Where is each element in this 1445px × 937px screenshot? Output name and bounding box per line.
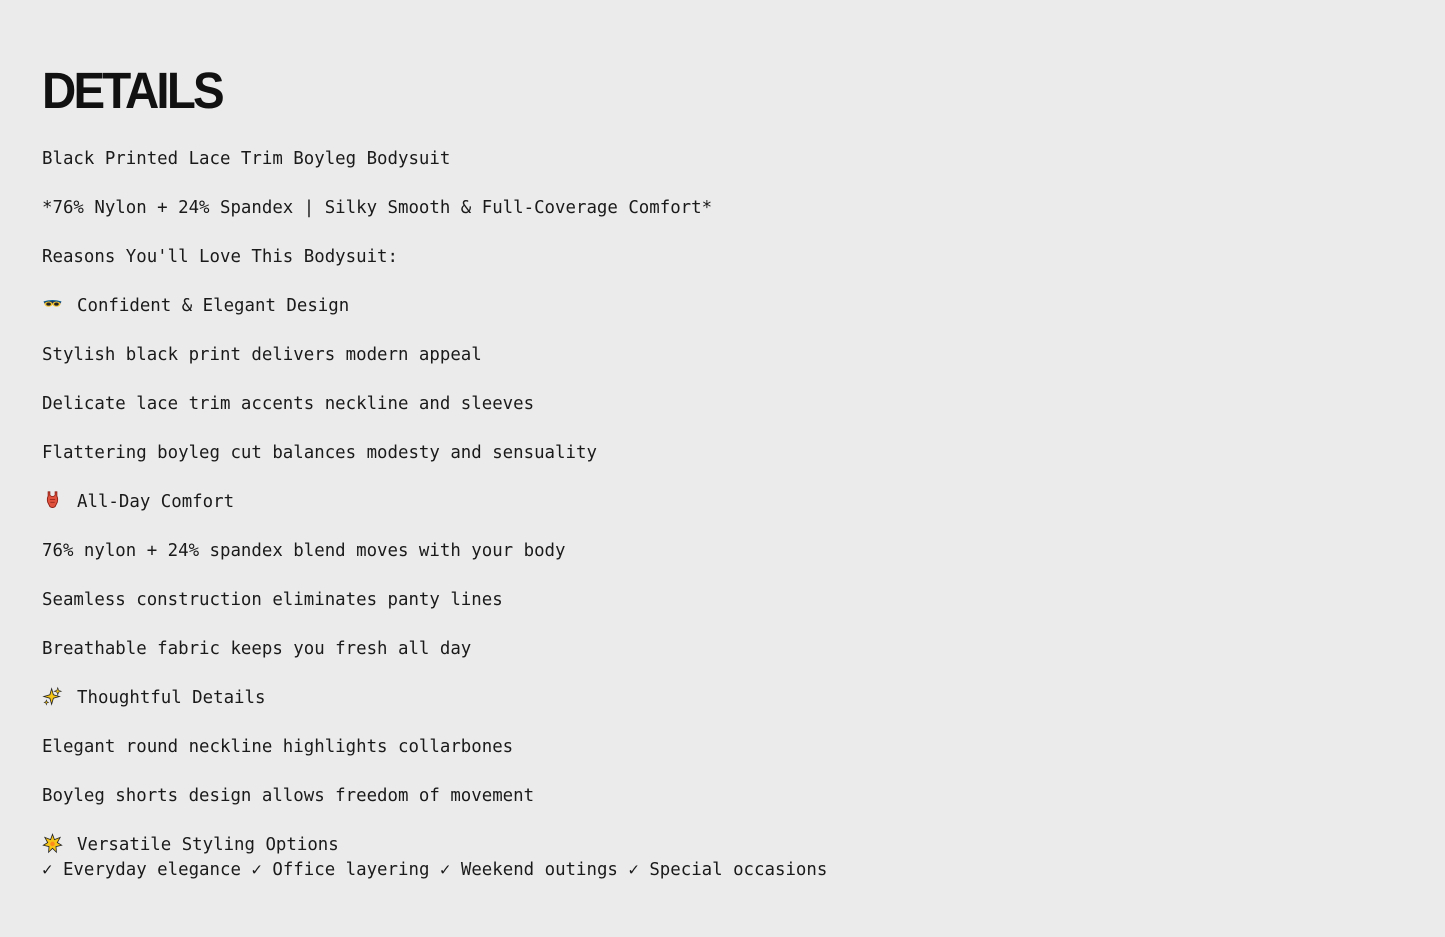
styling-option-special: ✓ Special occasions: [628, 860, 828, 880]
styling-option-office: ✓ Office layering: [251, 860, 430, 880]
styling-option-everyday: ✓ Everyday elegance: [42, 860, 241, 880]
design-point-3: Flattering boyleg cut balances modesty and sensuality: [42, 443, 597, 463]
sunglasses-emoji-icon: [42, 294, 63, 315]
sparkles-emoji-icon: [42, 686, 63, 707]
details-heading: DETAILS: [42, 62, 222, 119]
section-heading-details: [42, 686, 1402, 735]
styling-option-weekend: ✓ Weekend outings: [439, 860, 618, 880]
reasons-intro: Reasons You'll Love This Bodysuit:: [42, 247, 398, 267]
comfort-point-3: Breathable fabric keeps you fresh all day: [42, 639, 472, 659]
styling-options: [42, 858, 1402, 883]
section-heading-details-label: Thoughtful Details: [77, 688, 266, 708]
section-heading-design: [42, 294, 1402, 343]
section-heading-comfort-label: All-Day Comfort: [77, 492, 235, 512]
details-section: [42, 62, 1402, 883]
section-heading-styling: [42, 833, 1402, 858]
details-point-1: Elegant round neckline highlights collarbones: [42, 737, 514, 757]
section-heading-styling-label: Versatile Styling Options: [77, 835, 339, 855]
comfort-point-1: 76% nylon + 24% spandex blend moves with your body: [42, 541, 566, 561]
bodysuit-emoji-icon: [42, 490, 63, 511]
details-body: [42, 147, 1402, 883]
details-point-2: Boyleg shorts design allows freedom of movement: [42, 786, 535, 806]
section-heading-design-label: Confident & Elegant Design: [77, 296, 350, 316]
dizzy-star-emoji-icon: [42, 833, 63, 854]
section-heading-comfort: [42, 490, 1402, 539]
comfort-point-2: Seamless construction eliminates panty lines: [42, 590, 503, 610]
material-composition: *76% Nylon + 24% Spandex | Silky Smooth & Full-Coverage Comfort*: [42, 198, 713, 218]
product-name: Black Printed Lace Trim Boyleg Bodysuit: [42, 149, 451, 169]
design-point-2: Delicate lace trim accents neckline and sleeves: [42, 394, 535, 414]
design-point-1: Stylish black print delivers modern appeal: [42, 345, 482, 365]
